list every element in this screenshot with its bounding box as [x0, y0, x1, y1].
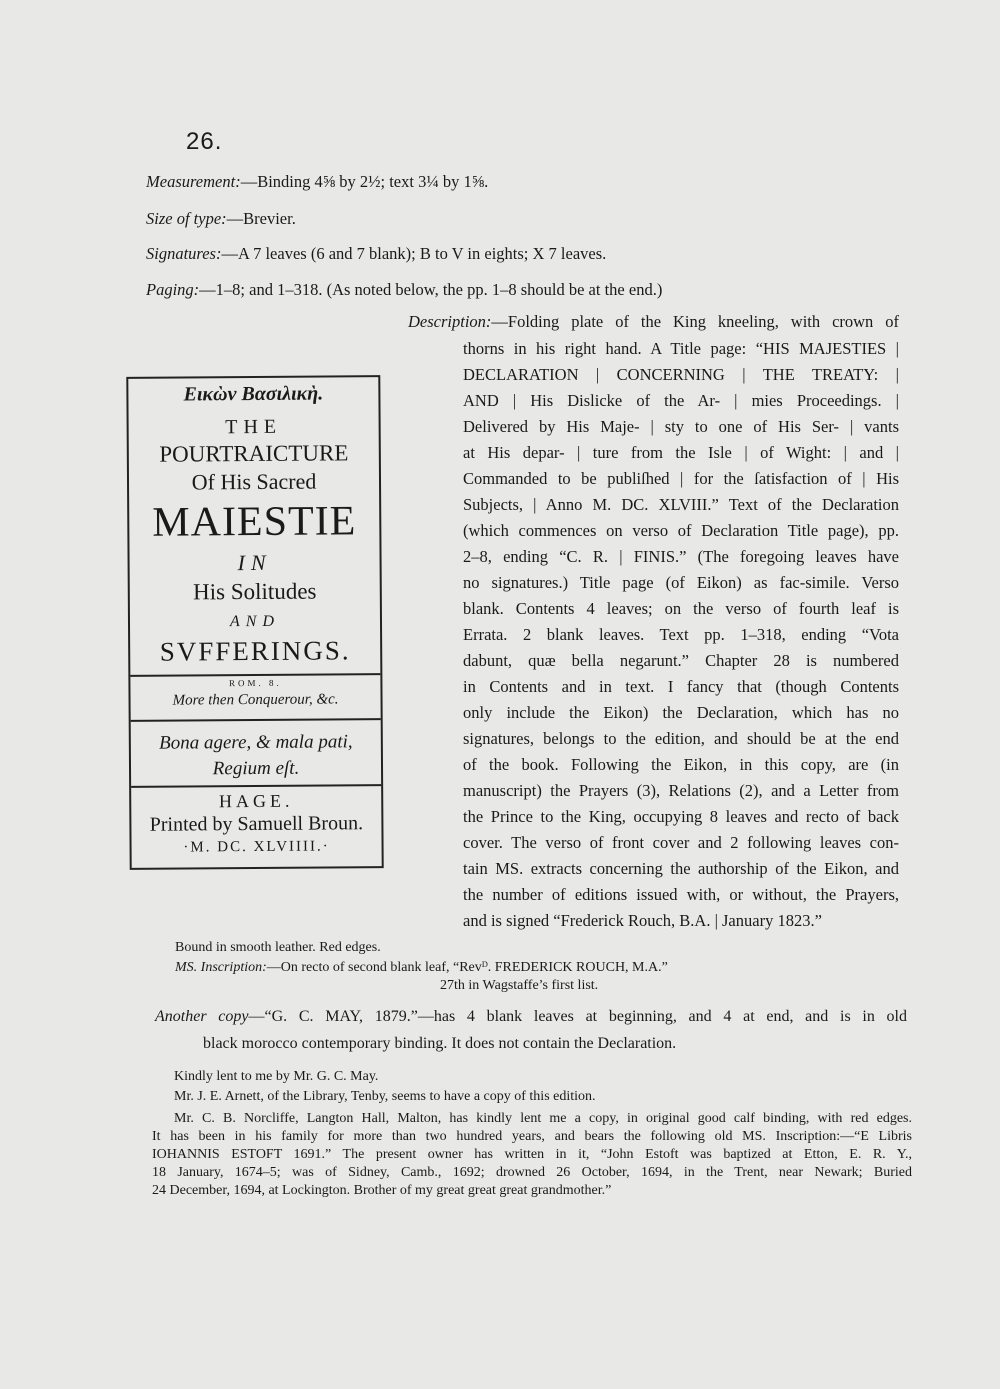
description-line: thorns in his right hand. A Title page: “HIS MAJESTIES | [463, 339, 899, 358]
facsimile-date: ·M. DC. XLVIIII.· [183, 838, 330, 856]
signatures-line [146, 244, 606, 264]
measurement-label: Measurement: [146, 172, 241, 191]
facsimile-printer: Printed by Samuell Broun. [149, 812, 364, 836]
paging-line [146, 280, 662, 300]
size-of-type-text: —Brevier. [226, 209, 296, 228]
facsimile-his-solitudes: His Solitudes [193, 578, 317, 605]
description-line: in Contents and in text. I fancy that (though Contents [463, 677, 899, 696]
description-line: Commanded to be publiſhed | for the ſatisfaction of | His [463, 469, 899, 488]
description-line: no signatures.) Title page (of Eikon) as fac-simile. Verso [463, 573, 899, 592]
wagstaffe-note: 27th in Wagstaffe’s first list. [440, 978, 599, 993]
facsimile-rule [130, 673, 380, 677]
description-line: at His depar- | ture from the Isle | of Wight: | and | [463, 443, 899, 462]
bound-note: Bound in smooth leather. Red edges. [175, 940, 381, 955]
description-line: blank. Contents 4 leaves; on the verso of fourth leaf is [463, 599, 899, 618]
facsimile-rom: ROM. 8. [228, 677, 282, 689]
description-line: (which commences on verso of Declaration Title page), pp. [463, 521, 899, 540]
another-copy-label: Another copy [155, 1008, 249, 1025]
description-line: manuscript) the Prayers (3), Relations (2), and a Letter from [463, 781, 899, 800]
facsimile-in: IN [237, 549, 272, 576]
ms-inscription-text: —On recto of second blank leaf, “Revᴰ. FREDERICK ROUCH, M.A.” [266, 960, 668, 975]
description-line: tain MS. extracts concerning the authorship of the Eikon, and [463, 859, 899, 878]
norcliffe-line: IOHANNIS ESTOFT 1691.” The present owner has written in it, “John Estoft was baptized at Etton, E. R. Y., [152, 1147, 912, 1162]
facsimile-majestie: MAIESTIE [152, 498, 357, 546]
size-of-type-label: Size of type: [146, 209, 227, 228]
facsimile-greek-title: Εικὼν Βασιλικὴ. [183, 382, 324, 406]
facsimile-of-his-sacred: Of His Sacred [191, 468, 317, 495]
ms-inscription-label: MS. Inscription: [175, 960, 267, 975]
description-text: —Folding plate of the King kneeling, with crown of [491, 312, 899, 331]
another-copy-line [155, 1008, 907, 1026]
facsimile-rule [131, 718, 381, 722]
facsimile-hage: HAGE. [218, 790, 294, 812]
description-line: signatures, belongs to the edition, and should be at the end [463, 729, 899, 748]
facsimile-motto-line: Bona agere, & mala pati, [159, 731, 353, 754]
norcliffe-line: Mr. C. B. Norcliffe, Langton Hall, Malton, has kindly lent me a copy, in original good calf binding, with red edges. [174, 1111, 912, 1126]
description-line: Errata. 2 blank leaves. Text pp. 1–318, ending “Vota [463, 625, 899, 644]
measurement-text: —Binding 4⅝ by 2½; text 3¼ by 1⅝. [240, 172, 489, 191]
description-line: the Prince to the King, occupying 8 leaves and recto of back [463, 807, 899, 826]
paging-text: —1–8; and 1–318. (As noted below, the pp. 1–8 should be at the end.) [199, 280, 663, 299]
description-line: DECLARATION | CONCERNING | THE TREATY: | [463, 365, 899, 384]
norcliffe-line: 18 January, 1674–5; was of Sidney, Camb., 1692; drowned 26 October, 1694, in the Trent, near Newark; Buried [152, 1165, 912, 1180]
paging-label: Paging: [146, 280, 200, 299]
note-line: Kindly lent to me by Mr. G. C. May. [174, 1069, 379, 1084]
description-line: 2–8, ending “C. R. | FINIS.” (The foregoing leaves have [463, 547, 899, 566]
another-copy-line-2: black morocco contemporary binding. It does not contain the Declaration. [203, 1035, 677, 1052]
facsimile-the: THE [225, 415, 283, 439]
note-line: Mr. J. E. Arnett, of the Library, Tenby, seems to have a copy of this edition. [174, 1089, 596, 1104]
description-line: dabunt, quæ bella negarunt.” Chapter 28 is numbered [463, 651, 899, 670]
signatures-text: —A 7 leaves (6 and 7 blank); B to V in eights; X 7 leaves. [221, 244, 607, 263]
description-line: and is signed “Frederick Rouch, B.A. | January 1823.” [463, 911, 822, 930]
title-page-facsimile [126, 375, 383, 870]
description-line: AND | His Dislicke of the Ar- | mies Proceedings. | [463, 391, 899, 410]
facsimile-motto-line: Regium eſt. [212, 757, 300, 780]
description-line: of the book. Following the Eikon, in this copy, are (in [463, 755, 899, 774]
size-of-type-line [146, 209, 296, 229]
norcliffe-line: It has been in his family for more than two hundred years, and bears the following old MS. Inscription:—“E Libris [152, 1129, 912, 1144]
facsimile-more-then: More then Conquerour, &c. [172, 691, 339, 709]
another-copy-text: —“G. C. MAY, 1879.”—has 4 blank leaves at beginning, and 4 at end, and is in old [248, 1008, 907, 1025]
description-line: the number of editions issued with, or without, the Prayers, [463, 885, 899, 904]
norcliffe-line: 24 December, 1694, at Lockington. Brother of my great great great grandmother.” [152, 1183, 612, 1198]
description-label: Description: [408, 312, 492, 331]
page-number: 26. [186, 128, 223, 155]
ms-inscription-line [175, 960, 668, 976]
description-line [408, 312, 899, 332]
signatures-label: Signatures: [146, 244, 222, 263]
description-line: Delivered by His Maje- | sty to one of His Ser- | vants [463, 417, 899, 436]
description-line: Subjects, | Anno M. DC. XLVIII.” Text of the Declaration [463, 495, 899, 514]
measurement-line [146, 172, 488, 192]
facsimile-rule [131, 784, 381, 788]
facsimile-sufferings: SVFFERINGS. [159, 635, 351, 667]
description-line: cover. The verso of front cover and 2 following leaves con- [463, 833, 899, 852]
facsimile-and: AND [229, 612, 281, 631]
description-line: only include the Eikon) the Declaration, which has no [463, 703, 899, 722]
facsimile-pourtraicture: POURTRAICTURE [159, 440, 349, 467]
